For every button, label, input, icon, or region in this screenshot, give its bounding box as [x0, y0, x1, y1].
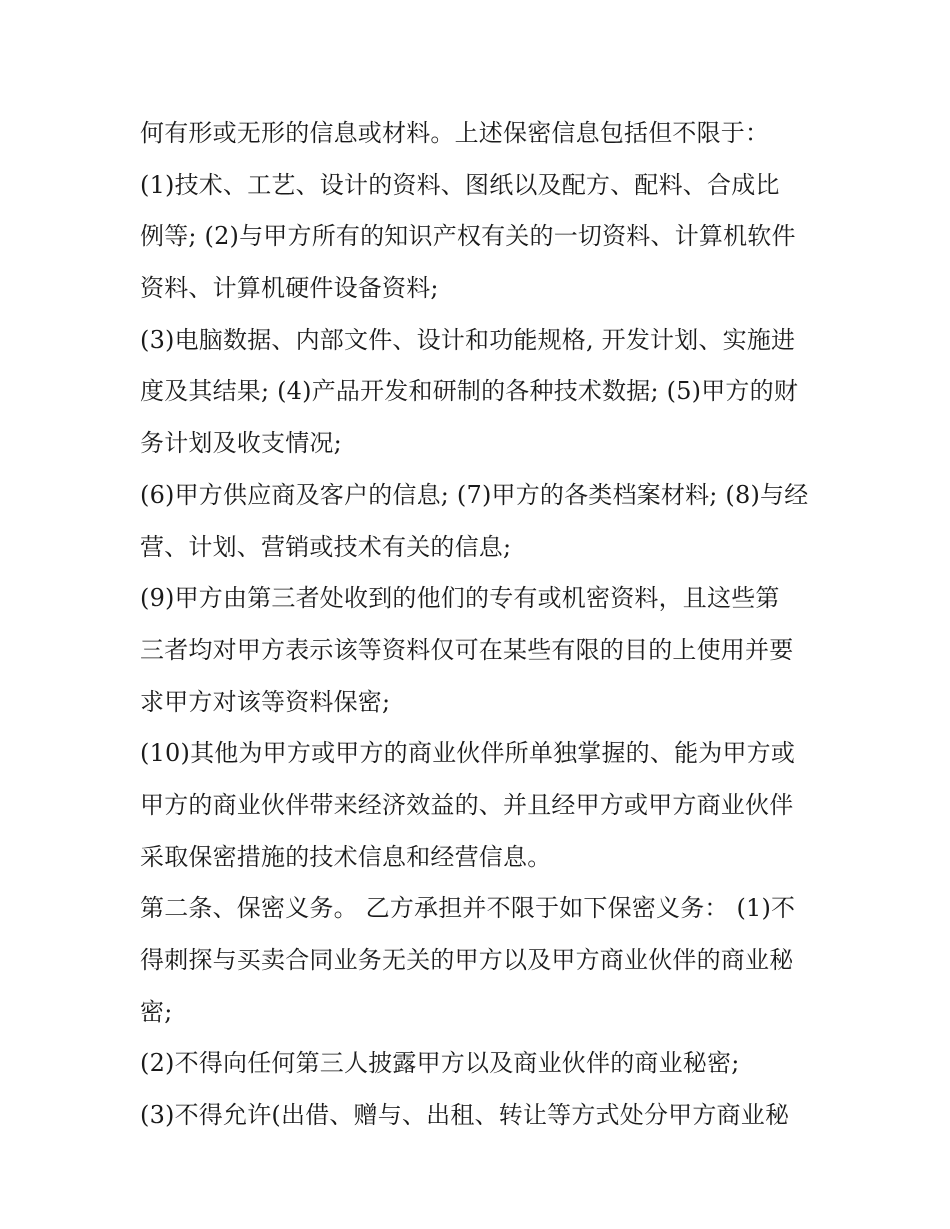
text-line: (6)甲方供应商及客户的信息; (7)甲方的各类档案材料; (8)与经 — [140, 480, 809, 509]
text-line: (3)电脑数据、内部文件、设计和功能规格, 开发计划、实施进 — [140, 325, 796, 354]
text-line: 第二条、保密义务。 乙方承担并不限于如下保密义务： (1)不 — [140, 894, 796, 923]
text-line: 资料、计算机硬件设备资料; — [140, 274, 439, 303]
text-line: 得刺探与买卖合同业务无关的甲方以及甲方商业伙伴的商业秘 — [140, 946, 794, 974]
text-line: 三者均对甲方表示该等资料仅可在某些有限的目的上使用并要 — [140, 635, 794, 664]
text-line: 采取保密措施的技术信息和经营信息。 — [140, 842, 552, 871]
text-line: 例等; (2)与甲方所有的知识产权有关的一切资料、计算机软件 — [140, 222, 796, 251]
text-line: (2)不得向任何第三人披露甲方以及商业伙伴的商业秘密; — [140, 1049, 740, 1078]
text-line: 求甲方对该等资料保密; — [140, 687, 391, 716]
text-line: 务计划及收支情况; — [140, 429, 342, 458]
text-line: (9)甲方由第三者处收到的他们的专有或机密资料，且这些第 — [140, 584, 780, 613]
text-line: (1)技术、工艺、设计的资料、图纸以及配方、配料、合成比 — [140, 170, 780, 199]
text-line: 密; — [140, 997, 173, 1026]
text-line: 度及其结果; (4)产品开发和研制的各种技术数据; (5)甲方的财 — [140, 377, 799, 406]
text-line: (3)不得允许(出借、赠与、出租、转让等方式处分甲方商业秘 — [140, 1101, 790, 1130]
document-body — [140, 108, 820, 1142]
text-line: (10)其他为甲方或甲方的商业伙伴所单独掌握的、能为甲方或 — [140, 739, 796, 768]
text-line: 何有形或无形的信息或材料。上述保密信息包括但不限于： — [140, 119, 770, 147]
text-line: 甲方的商业伙伴带来经济效益的、并且经甲方或甲方商业伙伴 — [140, 790, 794, 819]
text-line: 营、计划、营销或技术有关的信息; — [140, 532, 512, 561]
